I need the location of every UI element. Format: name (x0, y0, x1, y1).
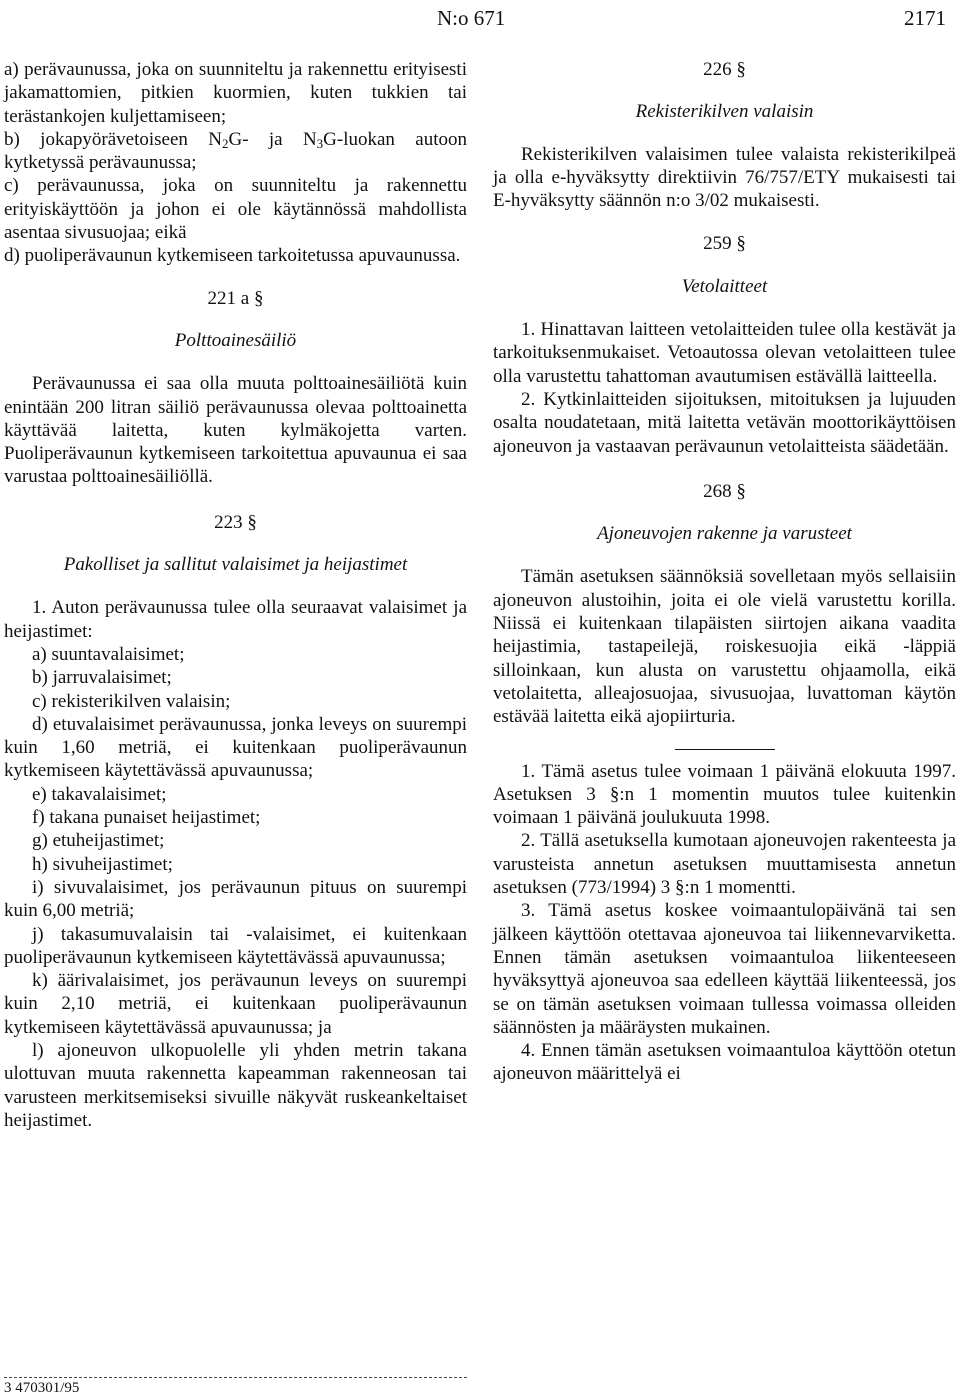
section-number-259: 259 § (703, 233, 746, 255)
list-item: j) takasumuvalaisin tai -valaisimet, ei kuitenkaan puoliperävaunun kytkemiseen käytettävässä apuvaunussa; (4, 923, 467, 968)
list-item: i) sivuvalaisimet, jos perävaunun pituus on suurempi kuin 6,00 metriä; (4, 876, 467, 922)
list-item: c) rekisterikilven valaisin; (32, 690, 231, 712)
section-divider (675, 749, 775, 750)
section-number-268: 268 § (703, 480, 746, 502)
section-title-268: Ajoneuvojen rakenne ja varusteet (597, 523, 852, 545)
entry-into-force (493, 760, 956, 1086)
right-column (493, 58, 956, 1086)
section-paragraph-259: 1. Hinattavan laitteen vetolaitteiden tulee olla kestävät ja tarkoituksenmukaiset. Vetoautossa olevan vetolaitteen tulee olla varustettu tahattoman avautumisen estävällä laitteella. (493, 319, 956, 387)
section-title-226: Rekisterikilven valaisin (635, 101, 814, 123)
final-paragraph: 3. Tämä asetus koskee voimaantulopäivänä tai sen jälkeen käyttöön otettavaa ajoneuvoa tai liikennevarviketta. Ennen tämän asetuksen voimaantuloa liikenteeseen hyväksyttyä ajoneuvoa saa edelleen käyttää liikenteessä, jos se on tämän asetuksen voimaan tullessa voimassa olleiden säännösten ja määräysten mukainen. (493, 900, 956, 1038)
section-title-259: Vetolaitteet (681, 275, 768, 297)
list-item: e) takavalaisimet; (32, 783, 167, 805)
left-column (4, 58, 467, 1132)
list-item: a) suuntavalaisimet; (32, 643, 185, 665)
paragraph-d: d) puoliperävaunun kytkemiseen tarkoitetussa apuvaunussa. (4, 245, 461, 267)
final-paragraph: 4. Ennen tämän asetuksen voimaantuloa käyttöön otetun ajoneuvon määrittelyä ei (493, 1040, 956, 1085)
list-item: h) sivuheijastimet; (32, 853, 173, 875)
section-items-223 (4, 596, 467, 1132)
list-item: f) takana punaiset heijastimet; (32, 807, 261, 829)
final-paragraph: 2. Tällä asetuksella kumotaan ajoneuvojen rakenteesta ja varusteista annetun asetuksen muuttamisesta annetun asetuksen (773/1994) 3 §:n 1 momentti. (493, 830, 956, 899)
section-number-226: 226 § (703, 59, 746, 80)
paragraph-b: b) jokapyörävetoiseen $N_2G-$ ja $N_3G$-luokan autoon kytketyssä perävaunussa; (4, 128, 467, 174)
list-item: g) etuheijastimet; (32, 830, 165, 852)
list-item: b) jarruvalaisimet; (32, 667, 172, 689)
list-item: k) äärivalaisimet, jos perävaunun leveys on suurempi kuin 2,10 metriä, ei kuitenkaan puoliperävaunun kytkemiseen käytettävässä apuvaunussa; ja (4, 970, 467, 1038)
issue-number: N:o 671 (437, 6, 506, 30)
section-title-223: Pakolliset ja sallitut valaisimet ja heijastimet (63, 554, 408, 576)
section-text-268: Tämän asetuksen säännöksiä sovelletaan myös sellaisiin ajoneuvon alustoihin, joita ei ole vielä varustettu korilla. Niissä ei kuitenkaan tilapäisten siirtojen aikana vaadita heijastimia, tastapeilejä, roiskesuojia eikä -läppiä silloinkaan, kun alusta on varustettu ohjaamolla, eikä vetolaitetta, alleajosuojaa, sivusuojaa, luvattoman käytön estävää laitetta eikä ajopiirturia. (493, 566, 956, 728)
footer-code: 3 470301/95 (4, 1380, 80, 1396)
section-paragraph-259: 2. Kytkinlaitteiden sijoituksen, mitoituksen ja lujuuden osalta noudatetaan, mitä laitetta vetävän moottorikäyttöisen ajoneuvon ja vastaavan perävaunun vetolaitteista säädetään. (493, 388, 956, 457)
page-number: 2171 (904, 6, 946, 30)
section-number-223: 223 § (214, 511, 257, 533)
paragraph-c: c) perävaunussa, joka on suunniteltu ja rakennettu erityiskäyttöön ja johon ei ole käytännössä mahdollista asentaa sivusuojaa; eikä (4, 175, 467, 244)
list-item: 1. Auton perävaunussa tulee olla seuraavat valaisimet ja heijastimet: (4, 597, 467, 642)
section-text-221a: Perävaunussa ei saa olla muuta polttoainesäiliötä kuin enintään 200 litran säiliö perävaunussa olevaa polttoainetta käyttävää laitetta, kuten kylmäkojetta varten. Puoliperävaunun kytkemiseen tarkoitettua apuvaunua ei saa varustaa polttoainesäiliöllä. (4, 373, 467, 488)
paragraph-a: a) perävaunussa, joka on suunniteltu ja rakennettu erityisesti jakamattomien, pitkien kuormien, kuten tukkien tai terästankojen kuljettamiseen; (4, 59, 467, 127)
final-paragraph: 1. Tämä asetus tulee voimaan 1 päivänä elokuuta 1997. Asetuksen 3 §:n 1 momentin muutos tulee kuitenkin voimaan 1 päivänä joulukuuta 1998. (493, 760, 956, 829)
list-item: l) ajoneuvon ulkopuolelle yli yhden metrin takana ulottuvan muuta rakennetta kapeamman rakenneosan tai varusteen merkitsemiseksi sivuille näkyvät ruskeankeltaiset heijastimet. (4, 1039, 467, 1131)
section-text-226: Rekisterikilven valaisimen tulee valaista rekisterikilpeä ja olla e-hyväksytty direktiivin 76/757/ETY mukaisesti tai E-hyväksytty säännön n:o 3/02 mukaisesti. (493, 143, 956, 212)
list-item: d) etuvalaisimet perävaunussa, jonka leveys on suurempi kuin 1,60 metriä, ei kuitenkaan puoliperävaunun kytkemiseen käytettävässä apuvaunussa; (4, 713, 467, 782)
section-number-221a: 221 a § (207, 287, 264, 309)
section-title-221a: Polttoainesäiliö (174, 329, 297, 351)
